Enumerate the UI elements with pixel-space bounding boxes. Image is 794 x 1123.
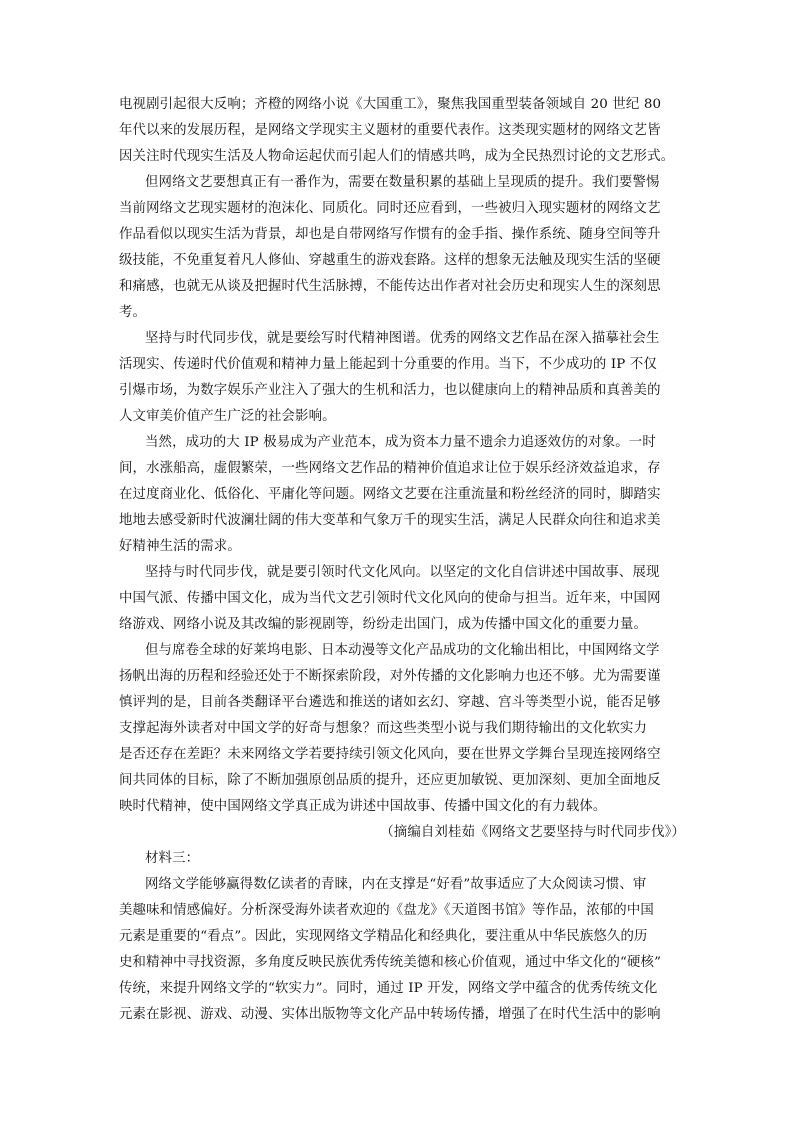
text-line: 年代以来的发展历程，是网络文学现实主义题材的重要代表作。这类现实题材的网络文艺皆	[119, 123, 661, 138]
text-line: 支撑起海外读者对中国文学的好奇与想象？而这些类型小说与我们期待输出的文化软实力	[119, 721, 648, 736]
text-line: 当前网络文艺现实题材的泡沫化、同质化。同时还应看到，一些被归入现实题材的网络文艺	[119, 201, 661, 216]
text-line: 引爆市场，为数字娱乐产业注入了强大的生机和活力，也以健康向上的精神品质和真善美的	[119, 383, 661, 398]
text-line: 慎评判的是，目前各类翻译平台遴选和推送的诸如玄幻、穿越、宫斗等类型小说，能否足够	[119, 695, 661, 710]
text-line: 络游戏、网络小说及其改编的影视剧等，纷纷走出国门，成为传播中国文化的重要力量。	[119, 617, 648, 632]
text-line: 扬帆出海的历程和经验还处于不断探索阶段，对外传播的文化影响力也还不够。尤为需要谨	[119, 669, 661, 684]
text-line: 元素在影视、游戏、动漫、实体出版物等文化产品中转场传播，增强了在时代生活中的影响	[119, 1007, 661, 1022]
text-line: 电视剧引起很大反响；齐橙的网络小说《大国重工》，聚焦我国重型装备领域自 20 世纪 80	[119, 97, 662, 112]
text-line: 中国气派、传播中国文化，成为当代文艺引领时代文化风向的使命与担当。近年来，中国网	[119, 591, 661, 606]
document-body	[119, 92, 685, 1028]
text-line: 网络文学能够赢得数亿读者的青睐，内在支撑是“好看”故事适应了大众阅读习惯、审	[145, 877, 647, 892]
text-line: 但与席卷全球的好莱坞电影、日本动漫等文化产品成功的文化输出相比，中国网络文学	[145, 643, 660, 658]
text-line: 是否还存在差距？未来网络文学若要持续引领文化风向，要在世界文学舞台呈现连接网络空	[119, 747, 661, 762]
text-line: 坚持与时代同步伐，就是要引领时代文化风向。以坚定的文化自信讲述中国故事、展现	[145, 565, 660, 580]
text-line: 史和精神中寻找资源，多角度反映民族优秀传统美德和核心价值观，通过中华文化的“硬核”	[119, 955, 662, 970]
text-line: 人文审美价值产生广泛的社会影响。	[119, 409, 336, 424]
text-line: 美趣味和情感偏好。分析深受海外读者欢迎的《盘龙》《天道图书馆》等作品，浓郁的中国	[119, 903, 654, 918]
text-line: 在过度商业化、低俗化、平庸化等问题。网络文艺要在注重流量和粉丝经济的同时，脚踏实	[119, 487, 661, 502]
text-line: 间，水涨船高，虚假繁荣，一些网络文艺作品的精神价值追求让位于娱乐经济效益追求，存	[119, 461, 661, 476]
text-line: 好精神生活的需求。	[119, 539, 241, 554]
text-line: 坚持与时代同步伐，就是要绘写时代精神图谱。优秀的网络文艺作品在深入描摹社会生	[145, 331, 660, 346]
text-line: 元素是重要的“看点”。因此，实现网络文学精品化和经典化，要注重从中华民族悠久的历	[119, 929, 648, 944]
source-attribution: （摘编自刘桂茹《网络文艺要坚持与时代同步伐》）	[380, 825, 685, 840]
text-line: 因关注时代现实生活及人物命运起伏而引起人们的情感共鸣，成为全民热烈讨论的文艺形式。	[119, 149, 675, 164]
text-line: 级技能，不免重复着凡人修仙、穿越重生的游戏套路。这样的想象无法触及现实生活的坚硬	[119, 253, 661, 268]
text-line: 但网络文艺要想真正有一番作为，需要在数量积累的基础上呈现质的提升。我们要警惕	[145, 175, 660, 190]
text-line: 间共同体的目标，除了不断加强原创品质的提升，还应更加敏锐、更加深刻、更加全面地反	[119, 773, 661, 788]
section-label: 材料三：	[145, 851, 200, 866]
text-line: 映时代精神，使中国网络文学真正成为讲述中国故事、传播中国文化的有力载体。	[119, 799, 607, 814]
text-line: 当然，成功的大 IP 极易成为产业范本，成为资本力量不遗余力追逐效仿的对象。一时	[145, 435, 656, 450]
paragraph-block-main	[119, 92, 685, 820]
text-line: 和痛感，也就无从谈及把握时代生活脉搏，不能传达出作者对社会历史和现实人生的深刻思	[119, 279, 661, 294]
text-line: 作品看似以现实生活为背景，却也是自带网络写作惯有的金手指、操作系统、随身空间等升	[119, 227, 661, 242]
text-line: 活现实、传递时代价值观和精神力量上能起到十分重要的作用。当下，不少成功的 IP 不仅	[119, 357, 657, 372]
text-line: 传统，来提升网络文学的“软实力”。同时，通过 IP 开发，网络文学中蕴含的优秀传统文化	[119, 981, 658, 996]
text-line: 考。	[119, 305, 147, 320]
text-line: 地地去感受新时代波澜壮阔的伟大变革和气象万千的现实生活，满足人民群众向往和追求美	[119, 513, 661, 528]
paragraph-block-material-three	[119, 872, 685, 1028]
